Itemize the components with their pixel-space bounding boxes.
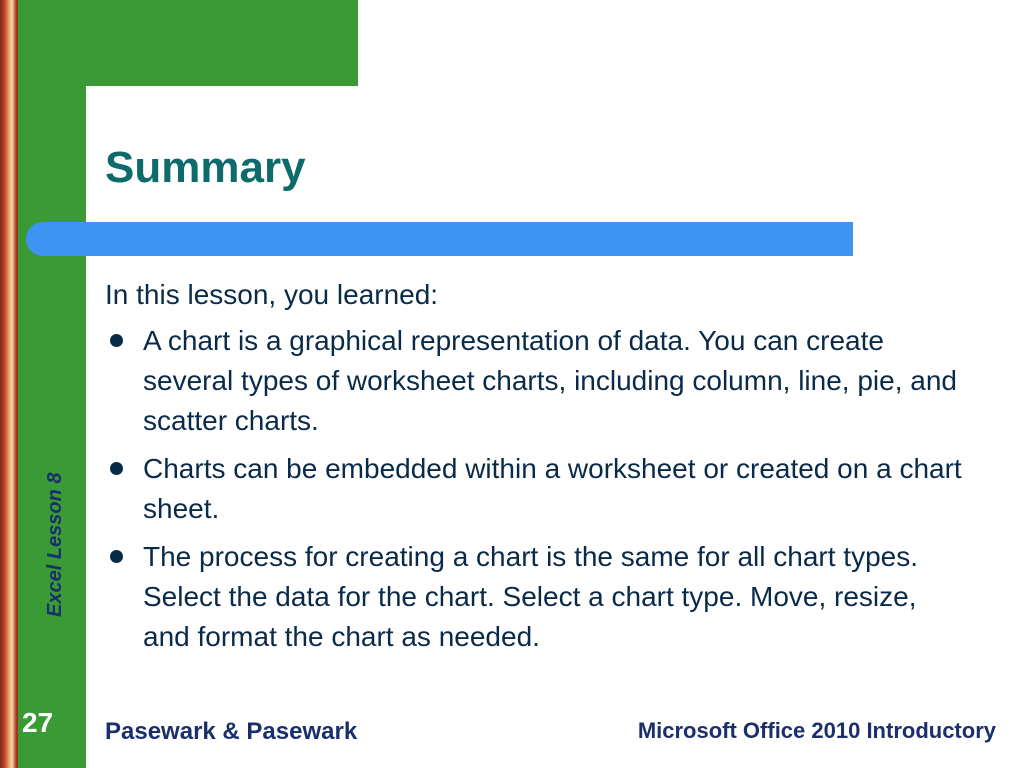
- decorative-edge-image: [0, 0, 20, 768]
- bullet-icon: [110, 334, 123, 347]
- bullet-icon: [110, 462, 123, 475]
- intro-text: In this lesson, you learned:: [105, 279, 439, 310]
- bullet-text: A chart is a graphical representation of data. You can create several types of worksheet charts, including column, line, pie, and scatter charts.: [143, 325, 957, 436]
- lesson-side-label: Excel Lesson 8: [44, 472, 66, 617]
- slide-number: 27: [22, 707, 54, 738]
- bullet-text: Charts can be embedded within a worksheet or created on a chart sheet.: [143, 453, 962, 524]
- bullet-icon: [110, 550, 123, 563]
- left-green-band: [18, 0, 86, 768]
- top-green-block: [18, 0, 358, 86]
- bullet-list: [105, 321, 965, 657]
- slide-title: Summary: [105, 143, 306, 192]
- footer-course: Microsoft Office 2010 Introductory: [637, 718, 996, 743]
- bullet-text: The process for creating a chart is the same for all chart types. Select the data for the chart. Select a chart type. Move, resize, and format the chart as needed.: [143, 541, 919, 652]
- title-underline-bar: [26, 222, 853, 256]
- slide-content: [105, 275, 965, 665]
- footer-publisher: Pasewark & Pasewark: [105, 718, 358, 745]
- rounded-corner: [86, 86, 146, 146]
- bullet-item: [105, 537, 965, 657]
- bullet-item: [105, 449, 965, 529]
- bullet-item: [105, 321, 965, 441]
